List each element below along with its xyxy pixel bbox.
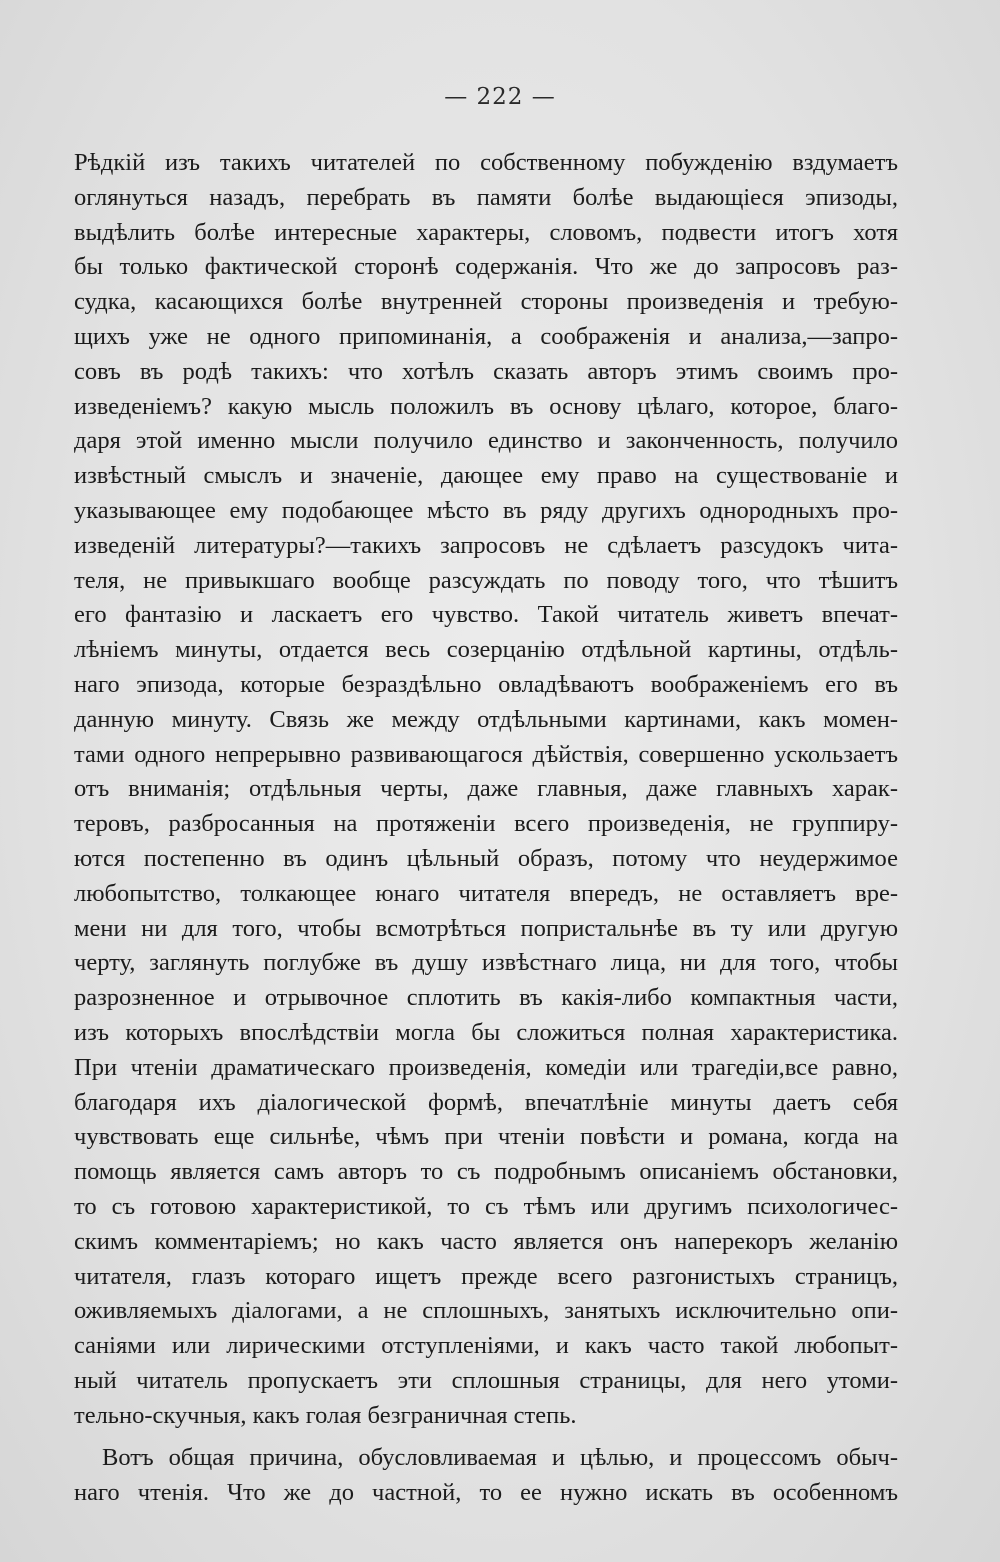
text-line: ются постепенно въ одинъ цѣльный образъ, потому что неудержимое xyxy=(74,844,898,872)
text-line: бы только фактической сторонѣ содержанія. Что же до запросовъ раз- xyxy=(74,253,898,281)
body-text xyxy=(74,146,898,1511)
text-line: изведеніемъ? какую мысль положилъ въ основу цѣлаго, которое, благо- xyxy=(74,392,898,420)
text-line: При чтеніи драматическаго произведенія, комедіи или трагедіи,все равно, xyxy=(74,1053,898,1081)
text-line: благодаря ихъ діалогической формѣ, впечатлѣніе минуты даетъ себя xyxy=(74,1088,898,1116)
text-line: наго чтенія. Что же до частной, то ее нужно искать въ особенномъ xyxy=(74,1479,898,1507)
text-line: извѣстный смыслъ и значеніе, дающее ему право на существованіе и xyxy=(74,462,898,490)
text-line: то съ готовою характеристикой, то съ тѣмъ или другимъ психологичес- xyxy=(74,1192,898,1220)
text-line: черту, заглянуть поглубже въ душу извѣстнаго лица, ни для того, чтобы xyxy=(74,949,898,977)
text-line: разрозненное и отрывочное сплотить въ какія-либо компактныя части, xyxy=(74,984,898,1012)
text-line: его фантазію и ласкаетъ его чувство. Такой читатель живетъ впечат- xyxy=(74,601,898,629)
text-line: любопытство, толкающее юнаго читателя впередъ, не оставляетъ вре- xyxy=(74,879,898,907)
text-line: совъ въ родѣ такихъ: что хотѣлъ сказать авторъ этимъ своимъ про- xyxy=(74,357,898,385)
text-line: выдѣлить болѣе интересные характеры, словомъ, подвести итогъ хотя xyxy=(74,218,898,246)
text-line: щихъ уже не одного припоминанія, а соображенія и анализа,—запро- xyxy=(74,322,898,350)
text-line: указывающее ему подобающее мѣсто въ ряду другихъ однородныхъ про- xyxy=(74,496,898,524)
text-line: саніями или лирическими отступленіями, и какъ часто такой любопыт- xyxy=(74,1332,898,1360)
text-line: теровъ, разбросанныя на протяженіи всего произведенія, не группиру- xyxy=(74,810,898,838)
text-line: читателя, глазъ котораго ищетъ прежде всего разгонистыхъ страницъ, xyxy=(74,1262,898,1290)
text-line: оживляемыхъ діалогами, а не сплошныхъ, занятыхъ исключительно опи- xyxy=(74,1297,898,1325)
text-line: изведеній литературы?—такихъ запросовъ не сдѣлаетъ разсудокъ чита- xyxy=(74,531,898,559)
text-line: даря этой именно мысли получило единство и законченность, получило xyxy=(74,427,898,455)
text-line: чувствовать еще сильнѣе, чѣмъ при чтеніи повѣсти и романа, когда на xyxy=(74,1123,898,1151)
text-line: Рѣдкій изъ такихъ читателей по собственному побужденію вздумаетъ xyxy=(74,149,898,176)
text-line: тельно-скучныя, какъ голая безграничная степь. xyxy=(74,1401,577,1429)
text-line: судка, касающихся болѣе внутренней стороны произведенія и требую- xyxy=(74,288,898,316)
text-line: отъ вниманія; отдѣльныя черты, даже главныя, даже главныхъ харак- xyxy=(74,775,898,803)
text-line: оглянуться назадъ, перебрать въ памяти болѣе выдающіеся эпизоды, xyxy=(74,183,898,211)
text-line: Вотъ общая причина, обусловливаемая и цѣлью, и процессомъ обыч- xyxy=(102,1444,898,1472)
text-line: теля, не привыкшаго вообще разсуждать по поводу того, что тѣшитъ xyxy=(74,566,898,594)
text-line: наго эпизода, которые безраздѣльно овладѣваютъ воображеніемъ его въ xyxy=(74,670,898,698)
text-line: ный читатель пропускаетъ эти сплошныя страницы, для него утоми- xyxy=(74,1366,898,1394)
text-line: мени ни для того, чтобы всмотрѣться попристальнѣе въ ту или другую xyxy=(74,914,898,942)
text-line: тами одного непрерывно развивающагося дѣйствія, совершенно ускользаетъ xyxy=(74,740,898,768)
text-line: скимъ комментаріемъ; но какъ часто является онъ наперекоръ желанію xyxy=(74,1227,898,1255)
text-line: лѣніемъ минуты, отдается весь созерцанію отдѣльной картины, отдѣль- xyxy=(74,636,898,664)
page-number: — 222 — xyxy=(444,84,556,110)
text-line: данную минуту. Связь же между отдѣльными картинами, какъ момен- xyxy=(74,705,898,733)
text-line: помощь является самъ авторъ то съ подробнымъ описаніемъ обстановки, xyxy=(74,1158,898,1186)
paragraph-gap xyxy=(74,1433,898,1441)
text-line: изъ которыхъ впослѣдствіи могла бы сложиться полная характеристика. xyxy=(74,1018,898,1046)
